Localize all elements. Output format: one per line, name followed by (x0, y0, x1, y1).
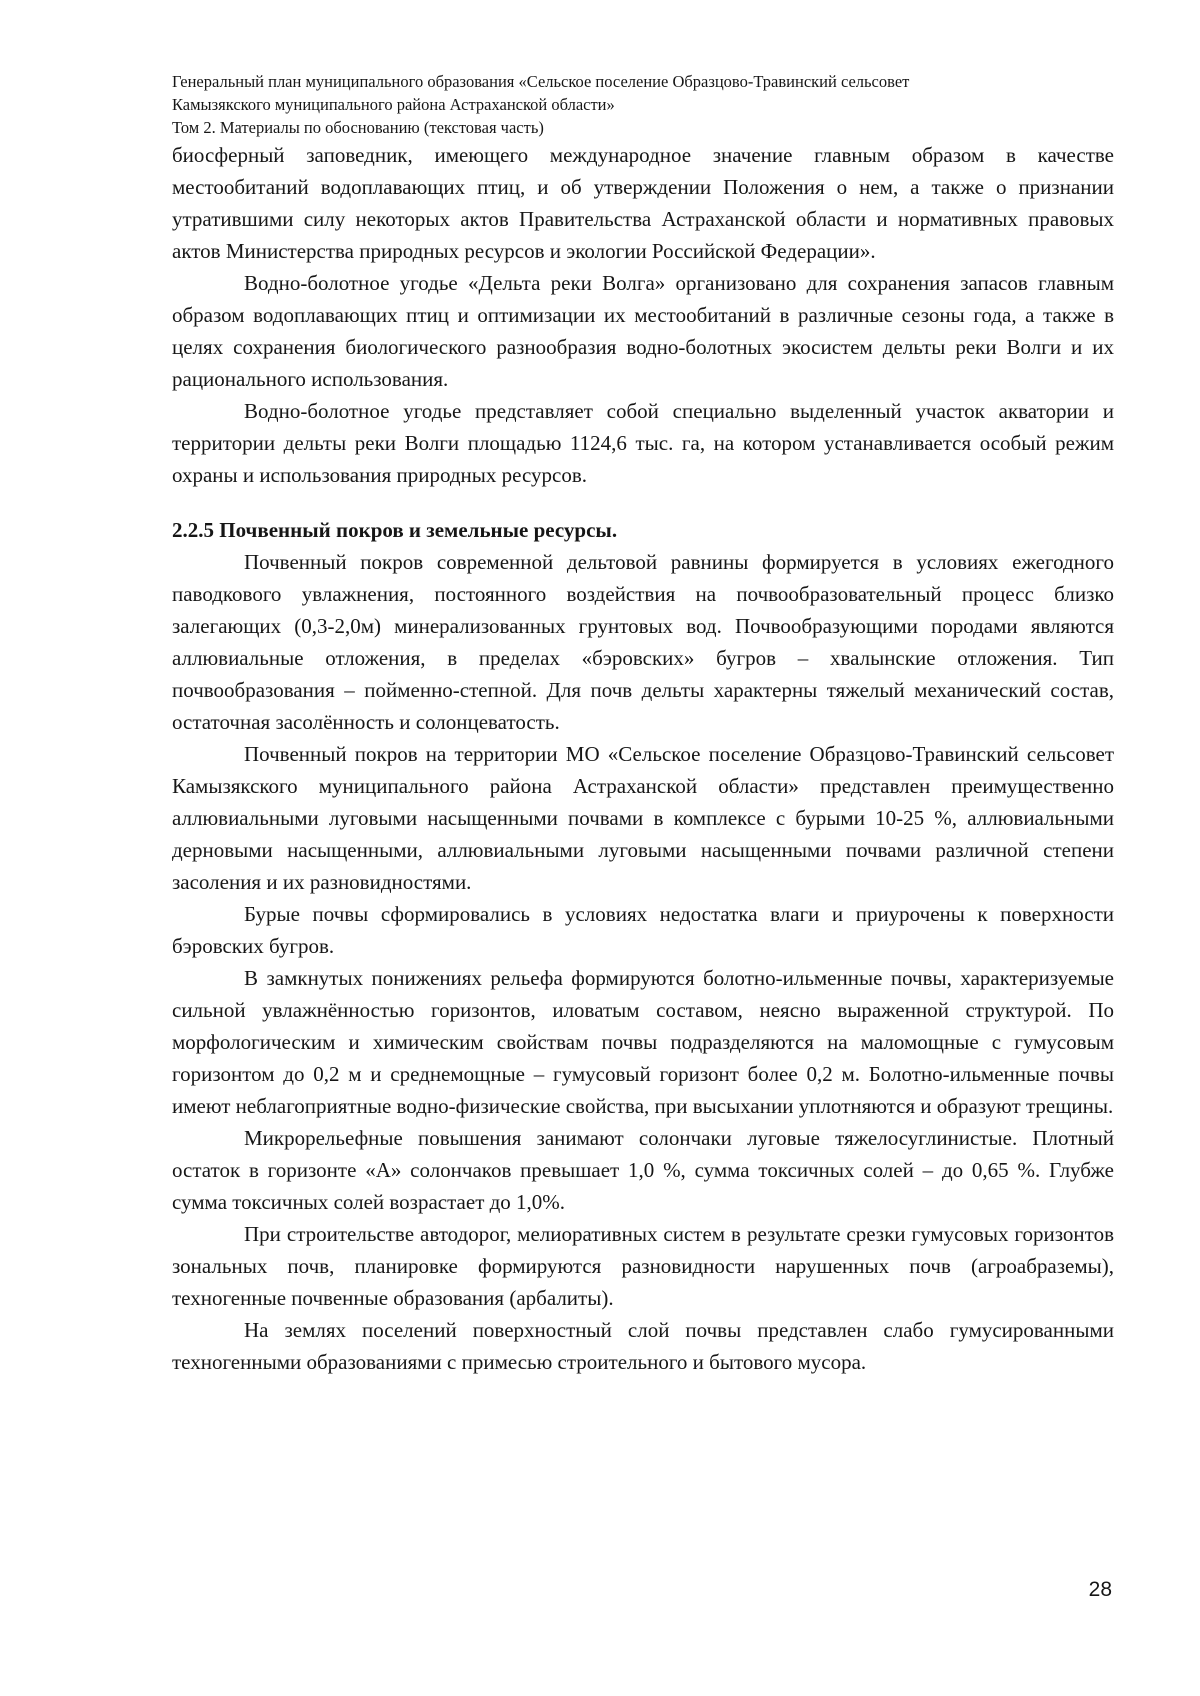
paragraph-soil-cover: Почвенный покров современной дельтовой равнины формируется в условиях ежегодного паводкового увлажнения, постоянного воздействия на почвообразовательный процесс близко залегающих (0,3-2,0м) минерализованных грунтовых вод. Почвообразующими породами являются аллювиальные отложения, в пределах «бэровских» бугров – хвалынские отложения. Тип почвообразования – пойменно-степной. Для почв дельты характерны тяжелый механический состав, остаточная засолённость и солонцеватость. (172, 550, 1114, 734)
header-line-1: Генеральный план муниципального образования «Сельское поселение Образцово-Травинский сельсовет (172, 72, 910, 91)
paragraph-soil-territory: Почвенный покров на территории МО «Сельское поселение Образцово-Травинский сельсовет Камызякского муниципального района Астраханской области» представлен преимущественно аллювиальными луговыми насыщенными почвами в комплексе с бурыми 10-25 %, аллювиальными дерновыми насыщенными, аллювиальными луговыми насыщенными почвами различной степени засоления и их разновидностями. (172, 742, 1114, 894)
paragraph-settlement-soils: На землях поселений поверхностный слой почвы представлен слабо гумусированными техногенными образованиями с примесью строительного и бытового мусора. (172, 1318, 1114, 1374)
paragraph-brown-soils: Бурые почвы сформировались в условиях недостатка влаги и приурочены к поверхности бэровских бугров. (172, 902, 1114, 958)
paragraph-wetland-purpose: Водно-болотное угодье «Дельта реки Волга» организовано для сохранения запасов главным образом водоплавающих птиц и оптимизации их местообитаний в различные сезоны года, а также в целях сохранения биологического разнообразия водно-болотных экосистем дельты реки Волги и их рационального использования. (172, 271, 1114, 391)
document-body (172, 139, 1114, 1378)
paragraph-wetland-area: Водно-болотное угодье представляет собой специально выделенный участок акватории и территории дельты реки Волги площадью 1124,6 тыс. га, на котором устанавливается особый режим охраны и использования природных ресурсов. (172, 399, 1114, 487)
header-line-2: Камызякского муниципального района Астраханской области» (172, 95, 615, 114)
paragraph-continuation: биосферный заповедник, имеющего международное значение главным образом в качестве местообитаний водоплавающих птиц, и об утверждении Положения о нем, а также о признании утратившими силу некоторых актов Правительства Астраханской области и нормативных правовых актов Министерства природных ресурсов и экологии Российской Федерации». (172, 143, 1114, 263)
running-header (172, 70, 1114, 139)
paragraph-bog-soils: В замкнутых понижениях рельефа формируются болотно-ильменные почвы, характеризуемые сильной увлажнённостью горизонтов, иловатым составом, неясно выраженной структурой. По морфологическим и химическим свойствам почвы подразделяются на маломощные с гумусовым горизонтом до 0,2 м и среднемощные – гумусовый горизонт более 0,2 м. Болотно-ильменные почвы имеют неблагоприятные водно-физические свойства, при высыхании уплотняются и образуют трещины. (172, 966, 1114, 1118)
paragraph-solonchaks: Микрорельефные повышения занимают солончаки луговые тяжелосуглинистые. Плотный остаток в горизонте «А» солончаков превышает 1,0 %, сумма токсичных солей – до 0,65 %. Глубже сумма токсичных солей возрастает до 1,0%. (172, 1126, 1114, 1214)
header-line-3: Том 2. Материалы по обоснованию (текстовая часть) (172, 118, 544, 137)
section-heading: 2.2.5 Почвенный покров и земельные ресурсы. (172, 518, 618, 542)
page-number: 28 (1088, 1578, 1112, 1601)
paragraph-disturbed-soils: При строительстве автодорог, мелиоративных систем в результате срезки гумусовых горизонтов зональных почв, планировке формируются разновидности нарушенных почв (агроабраземы), техногенные почвенные образования (арбалиты). (172, 1222, 1114, 1310)
